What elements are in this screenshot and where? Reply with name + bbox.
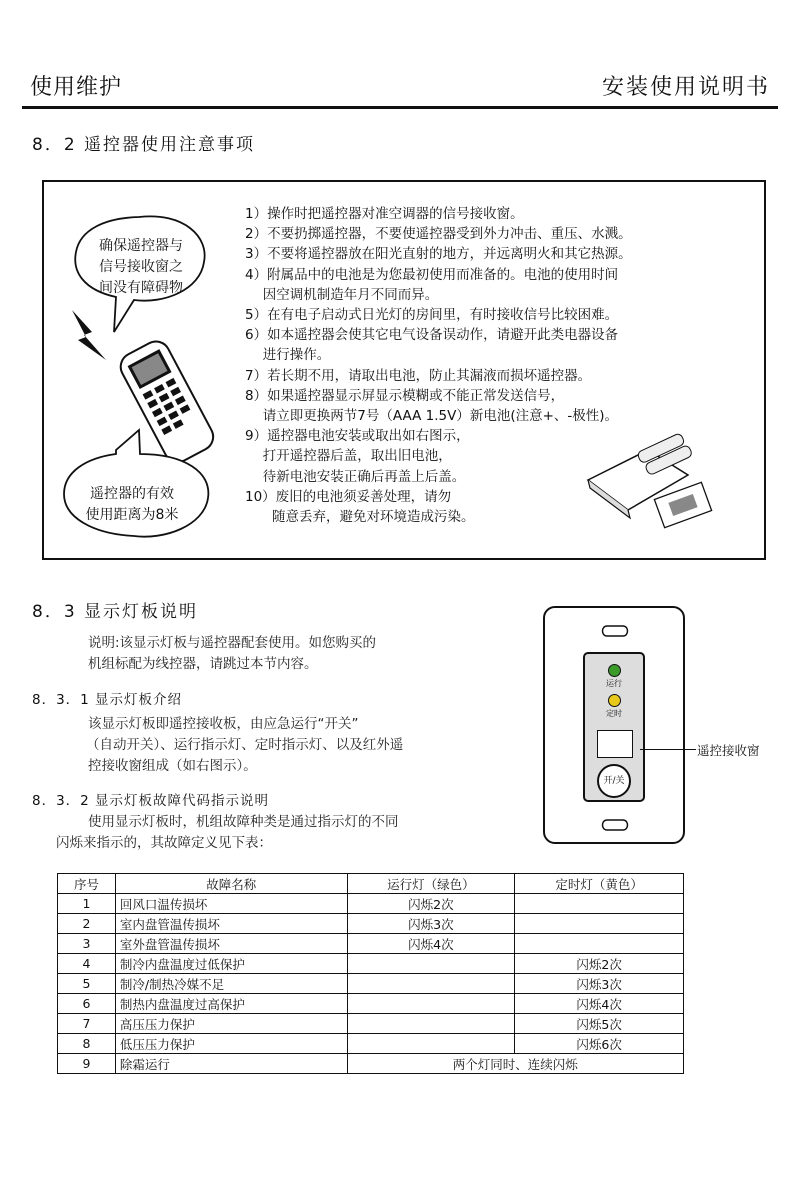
signal-bolt-icon [72, 310, 106, 360]
display-panel [543, 606, 685, 844]
col-header-name: 故障名称 [115, 874, 347, 894]
intro-line: 机组标配为线控器，请跳过本节内容。 [88, 656, 318, 672]
bubble-bottom-line: 遥控器的有效 [90, 486, 174, 502]
intro-line: 说明:该显示灯板与遥控器配套使用。如您购买的 [88, 635, 377, 651]
sub1-line: 控接收窗组成（如右图示）。 [88, 758, 257, 774]
cell-name: 室内盘管温传损坏 [115, 914, 347, 934]
cell-name: 回风口温传损坏 [115, 894, 347, 914]
col-header-no: 序号 [58, 874, 116, 894]
section-8-3-title: 8．3 显示灯板说明 [32, 602, 199, 622]
sub1-line: 该显示灯板即遥控接收板，由应急运行“开关” [88, 716, 359, 732]
power-button[interactable]: 开/关 [597, 764, 631, 798]
table-row [58, 1014, 684, 1034]
section-8-3-intro [88, 633, 376, 675]
table-row [58, 954, 684, 974]
cell-both-leds: 两个灯同时、连续闪烁 [347, 1054, 683, 1074]
sub1-line: （自动开关）、运行指示灯、定时指示灯、以及红外遥 [86, 737, 404, 753]
cell-name: 制热内盘温度过高保护 [115, 994, 347, 1014]
note-item: 3）不要将遥控器放在阳光直射的地方，并远离明火和其它热源。 [245, 246, 632, 263]
run-led-icon [608, 664, 621, 677]
table-row [58, 914, 684, 934]
cell-run [347, 954, 515, 974]
ir-receiver-window [597, 730, 633, 758]
fault-code-table [57, 873, 684, 1074]
note-item: 9）遥控器电池安装或取出如右图示， [245, 428, 470, 445]
fault-table-body [58, 894, 684, 1074]
note-item: 10）废旧的电池须妥善处理，请勿 [245, 488, 452, 505]
cell-timer: 闪烁6次 [515, 1034, 684, 1054]
cell-name: 制冷/制热冷媒不足 [115, 974, 347, 994]
cell-no: 9 [58, 1054, 116, 1074]
table-row [58, 1054, 684, 1074]
cell-no: 5 [58, 974, 116, 994]
table-row [58, 994, 684, 1014]
screw-hole-bottom-icon [601, 818, 629, 832]
battery-replacement-illustration [578, 420, 738, 530]
note-item: 打开遥控器后盖，取出旧电池， [245, 448, 452, 465]
cell-run [347, 1014, 515, 1034]
cell-timer [515, 894, 684, 914]
bottom-bubble-text [62, 484, 202, 526]
section-8-2-title: 8．2 遥控器使用注意事项 [32, 135, 256, 155]
note-item: 因空调机制造年月不同而异。 [245, 286, 439, 303]
cell-run: 闪烁4次 [347, 934, 515, 954]
cell-run: 闪烁2次 [347, 894, 515, 914]
cell-timer: 闪烁2次 [515, 954, 684, 974]
bubble-top-line: 间没有障碍物 [99, 280, 183, 296]
sub2-line: 闪烁来指示的，其故障定义见下表： [56, 835, 272, 851]
cell-name: 制冷内盘温度过低保护 [115, 954, 347, 974]
cell-name: 除霜运行 [115, 1054, 347, 1074]
cell-no: 8 [58, 1034, 116, 1054]
note-item: 2）不要扔掷遥控器，不要使遥控器受到外力冲击、重压、水溅。 [245, 226, 632, 243]
sub-8-3-2-title: 8．3．2 显示灯板故障代码指示说明 [32, 793, 270, 809]
cell-run [347, 994, 515, 1014]
note-item: 进行操作。 [245, 347, 331, 364]
timer-led-label: 定时 [606, 709, 622, 718]
cell-run [347, 1034, 515, 1054]
note-item: 待新电池安装正确后再盖上后盖。 [245, 468, 466, 485]
cell-timer: 闪烁4次 [515, 994, 684, 1014]
top-bubble-text [76, 236, 206, 299]
cell-timer: 闪烁5次 [515, 1014, 684, 1034]
cell-name: 低压压力保护 [115, 1034, 347, 1054]
note-item: 随意丢弃，避免对环境造成污染。 [245, 509, 475, 526]
header-left-title: 使用维护 [30, 75, 123, 100]
cell-run [347, 974, 515, 994]
sub-8-3-1-text [88, 714, 403, 777]
note-item: 7）若长期不用，请取出电池，防止其漏液而损坏遥控器。 [245, 367, 592, 384]
col-header-run: 运行灯（绿色） [347, 874, 515, 894]
cell-no: 3 [58, 934, 116, 954]
cell-no: 4 [58, 954, 116, 974]
table-row [58, 1034, 684, 1054]
sub2-line: 使用显示灯板时，机组故障种类是通过指示灯的不同 [88, 814, 399, 830]
table-row [58, 894, 684, 914]
header-right-title: 安装使用说明书 [601, 75, 770, 100]
cell-run: 闪烁3次 [347, 914, 515, 934]
bubble-top-line: 信号接收窗之 [99, 259, 183, 275]
note-item: 5）在有电子启动式日光灯的房间里，有时接收信号比较困难。 [245, 307, 619, 324]
table-header-row [58, 874, 684, 894]
bubble-bottom-line: 使用距离为8米 [85, 507, 179, 523]
note-item: 8）如果遥控器显示屏显示模糊或不能正常发送信号， [245, 387, 565, 404]
callout-label: 遥控接收窗 [697, 743, 760, 758]
cell-no: 6 [58, 994, 116, 1014]
note-item: 1）操作时把遥控器对准空调器的信号接收窗。 [245, 206, 524, 222]
cell-no: 7 [58, 1014, 116, 1034]
note-item: 4）附属品中的电池是为您最初使用而准备的。电池的使用时间 [245, 266, 619, 283]
col-header-timer: 定时灯（黄色） [515, 874, 684, 894]
callout-line [640, 749, 696, 750]
cell-name: 高压压力保护 [115, 1014, 347, 1034]
run-led-label: 运行 [606, 679, 622, 688]
cell-no: 1 [58, 894, 116, 914]
note-item: 请立即更换两节7号（AAA 1.5V）新电池(注意+、-极性)。 [245, 408, 619, 425]
cell-timer [515, 914, 684, 934]
cell-timer [515, 934, 684, 954]
header-divider [22, 106, 778, 109]
note-item: 6）如本遥控器会使其它电气设备误动作，请避开此类电器设备 [245, 327, 619, 344]
timer-led-icon [608, 694, 621, 707]
sub-8-3-2-text [56, 812, 399, 854]
panel-face [583, 652, 645, 802]
sub-8-3-1-title: 8．3．1 显示灯板介绍 [32, 692, 183, 708]
screw-hole-top-icon [601, 624, 629, 638]
table-row [58, 974, 684, 994]
cell-timer: 闪烁3次 [515, 974, 684, 994]
table-row [58, 934, 684, 954]
bubble-top-line: 确保遥控器与 [99, 238, 183, 254]
cell-no: 2 [58, 914, 116, 934]
cell-name: 室外盘管温传损坏 [115, 934, 347, 954]
